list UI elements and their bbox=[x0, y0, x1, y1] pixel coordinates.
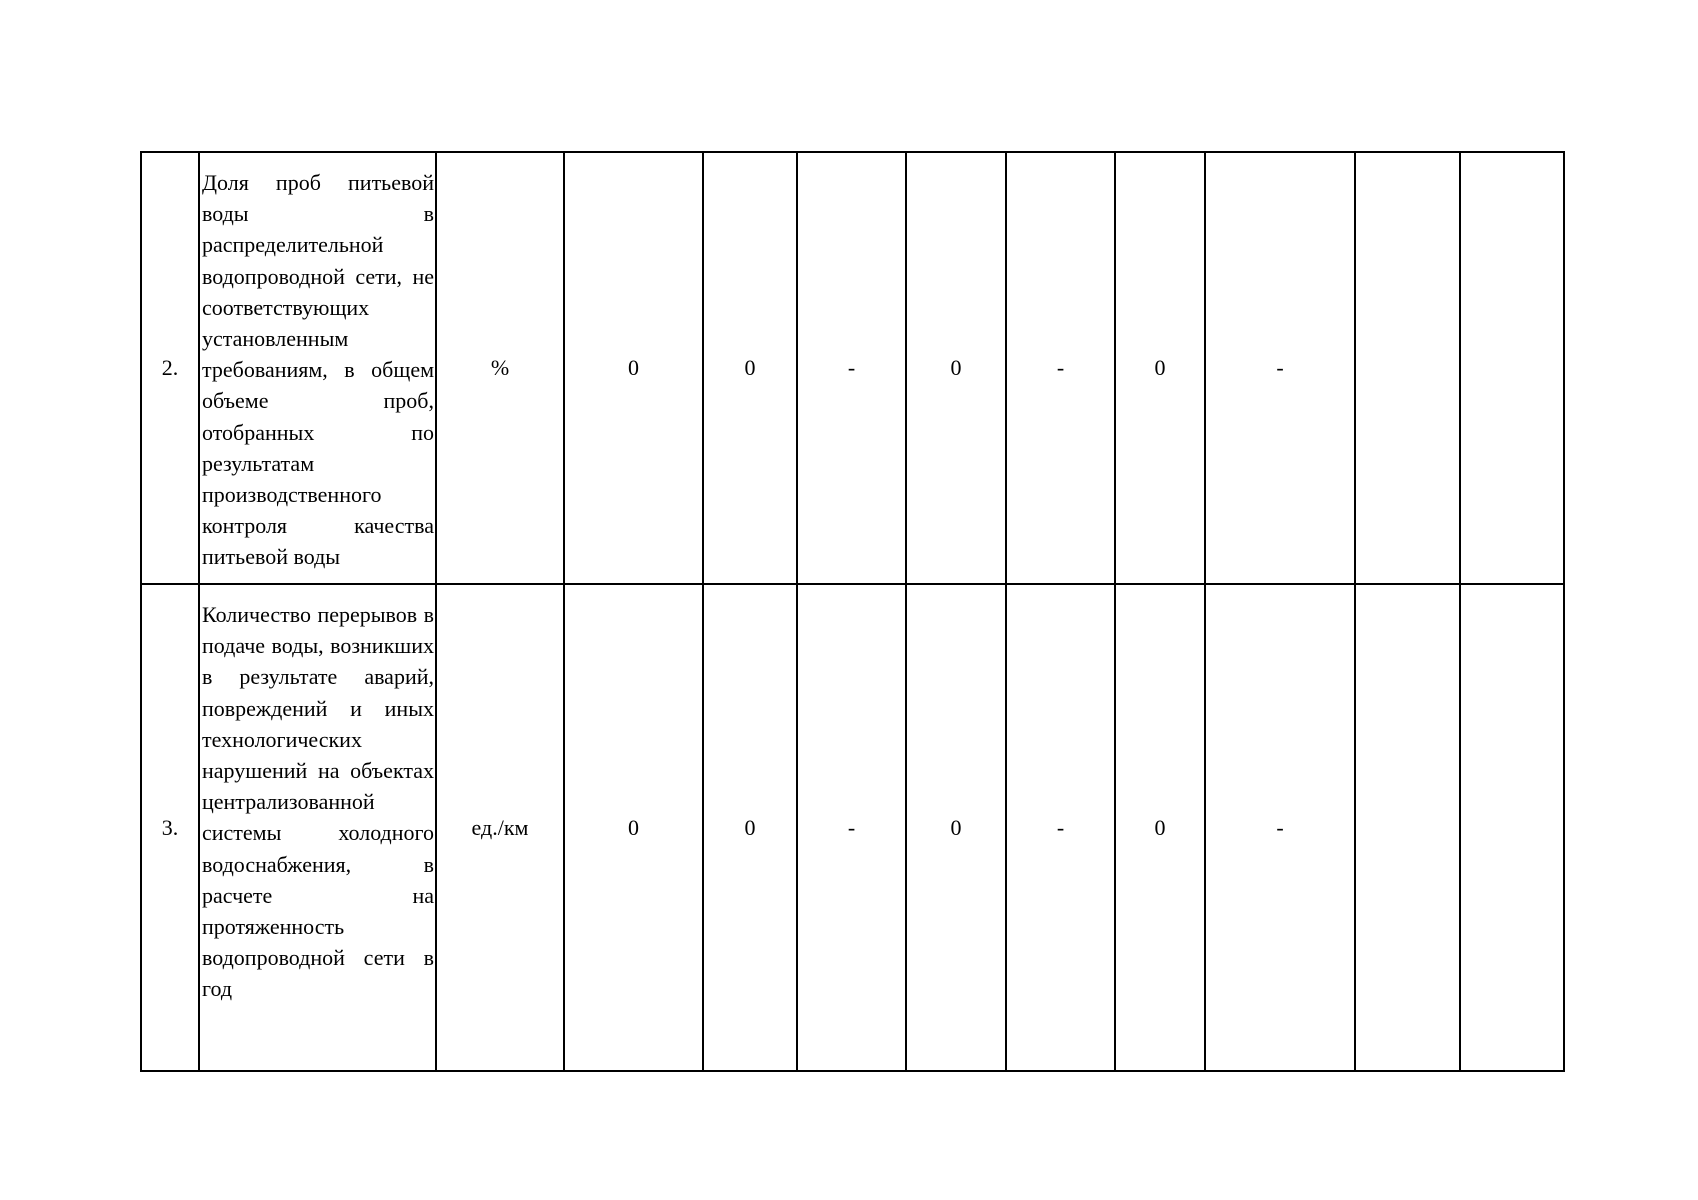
value-cell: 0 bbox=[1115, 584, 1205, 1071]
value-cell: 0 bbox=[564, 584, 703, 1071]
value-cell: 0 bbox=[703, 152, 797, 584]
value-cell bbox=[1355, 152, 1460, 584]
indicator-description: Доля проб питьевой воды в распределительной водопроводной сети, не соответствующих установленным требованиям, в общем объеме проб, отобранных по результатам производственного контроля качества питьевой воды bbox=[199, 152, 436, 584]
value-cell bbox=[1355, 584, 1460, 1071]
value-cell: - bbox=[1006, 152, 1115, 584]
value-cell: 0 bbox=[906, 152, 1006, 584]
row-number: 2. bbox=[141, 152, 199, 584]
value-cell: 0 bbox=[1115, 152, 1205, 584]
table-row bbox=[141, 152, 1564, 584]
indicator-description: Количество перерывов в подаче воды, возникших в результате аварий, повреждений и иных технологических нарушений на объектах централизованной системы холодного водоснабжения, в расчете на протяженность водопроводной сети в год bbox=[199, 584, 436, 1071]
value-cell: - bbox=[797, 584, 906, 1071]
unit-cell: % bbox=[436, 152, 564, 584]
value-cell: - bbox=[797, 152, 906, 584]
value-cell: 0 bbox=[564, 152, 703, 584]
value-cell: - bbox=[1006, 584, 1115, 1071]
row-number: 3. bbox=[141, 584, 199, 1071]
unit-cell: ед./км bbox=[436, 584, 564, 1071]
value-cell: 0 bbox=[703, 584, 797, 1071]
value-cell bbox=[1460, 152, 1564, 584]
indicators-table bbox=[140, 151, 1565, 1072]
value-cell: - bbox=[1205, 584, 1355, 1071]
value-cell: 0 bbox=[906, 584, 1006, 1071]
value-cell bbox=[1460, 584, 1564, 1071]
value-cell: - bbox=[1205, 152, 1355, 584]
table-row bbox=[141, 584, 1564, 1071]
